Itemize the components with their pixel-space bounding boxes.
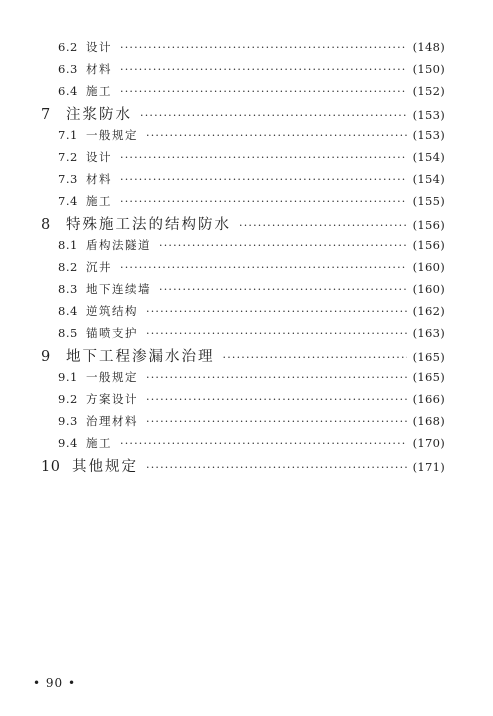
page-reference: (150) [412,62,445,76]
page-reference: (156) [412,218,445,232]
toc-entry-7-1 [58,127,445,143]
section-number: 7.2 [58,150,78,164]
page-reference: (165) [412,370,445,384]
dot-leader [120,195,407,208]
page-reference: (148) [412,40,445,54]
section-title: 地下连续墙 [86,282,151,296]
chapter-number: 8 [41,217,51,233]
section-number: 8.4 [58,304,78,318]
toc-entry-8-4 [58,303,445,319]
toc-entry-8-5 [58,325,445,341]
section-title: 设计 [86,40,112,54]
dot-leader [223,351,407,364]
section-number: 6.3 [58,62,78,76]
section-number: 9.3 [58,414,78,428]
page-reference: (154) [412,172,445,186]
page-number: • 90 • [33,676,77,690]
section-number: 8.5 [58,326,78,340]
dot-leader [239,219,407,232]
page-reference: (152) [412,84,445,98]
page-reference: (163) [412,326,445,340]
section-title: 施工 [86,194,112,208]
toc-chapter-10 [41,455,445,476]
section-number: 8.1 [58,238,78,252]
dot-leader [159,239,407,252]
section-number: 9.4 [58,436,78,450]
dot-leader [120,41,407,54]
section-number: 7.3 [58,172,78,186]
section-number: 6.2 [58,40,78,54]
chapter-number: 10 [41,459,61,475]
dot-leader [146,461,407,474]
section-title: 设计 [86,150,112,164]
section-number: 7.4 [58,194,78,208]
page-reference: (153) [412,128,445,142]
dot-leader [146,393,407,406]
chapter-title: 特殊施工法的结构防水 [66,217,231,233]
page-reference: (168) [412,414,445,428]
page-reference: (171) [412,460,445,474]
dot-leader [146,371,407,384]
dot-leader [140,109,407,122]
toc-entry-9-2 [58,391,445,407]
section-title: 盾构法隧道 [86,238,151,252]
dot-leader [120,151,407,164]
dot-leader [120,437,407,450]
chapter-title: 注浆防水 [66,107,132,123]
page-reference: (155) [412,194,445,208]
section-number: 9.1 [58,370,78,384]
section-number: 7.1 [58,128,78,142]
toc-entry-8-1 [58,237,445,253]
page-reference: (154) [412,150,445,164]
page-reference: (166) [412,392,445,406]
chapter-number: 7 [41,107,51,123]
section-title: 施工 [86,84,112,98]
toc-entry-6-4 [58,83,445,99]
page-reference: (153) [412,108,445,122]
toc-chapter-9 [41,345,445,366]
toc-entry-8-3 [58,281,445,297]
section-title: 沉井 [86,260,112,274]
section-title: 材料 [86,172,112,186]
dot-leader [146,129,407,142]
section-title: 治理材料 [86,414,138,428]
chapter-number: 9 [41,349,51,365]
dot-leader [159,283,407,296]
section-number: 9.2 [58,392,78,406]
section-number: 8.3 [58,282,78,296]
dot-leader [146,305,407,318]
chapter-title: 地下工程渗漏水治理 [66,349,215,365]
toc-entry-7-4 [58,193,445,209]
page-reference: (156) [412,238,445,252]
page-reference: (160) [412,282,445,296]
page-reference: (170) [412,436,445,450]
section-number: 8.2 [58,260,78,274]
dot-leader [120,173,407,186]
section-title: 方案设计 [86,392,138,406]
toc-entry-7-2 [58,149,445,165]
page-reference: (162) [412,304,445,318]
chapter-title: 其他规定 [72,459,138,475]
toc-entry-9-3 [58,413,445,429]
dot-leader [120,63,407,76]
section-number: 6.4 [58,84,78,98]
section-title: 锚喷支护 [86,326,138,340]
section-title: 一般规定 [86,128,138,142]
toc-entry-9-4 [58,435,445,451]
section-title: 一般规定 [86,370,138,384]
section-title: 材料 [86,62,112,76]
dot-leader [146,327,407,340]
dot-leader [120,85,407,98]
section-title: 施工 [86,436,112,450]
toc-entry-6-2 [58,39,445,55]
page-reference: (160) [412,260,445,274]
toc-entry-6-3 [58,61,445,77]
dot-leader [146,415,407,428]
toc-chapter-7 [41,103,445,124]
dot-leader [120,261,407,274]
page-reference: (165) [412,350,445,364]
toc-entry-8-2 [58,259,445,275]
toc-entry-7-3 [58,171,445,187]
toc-chapter-8 [41,213,445,234]
toc-entry-9-1 [58,369,445,385]
section-title: 逆筑结构 [86,304,138,318]
